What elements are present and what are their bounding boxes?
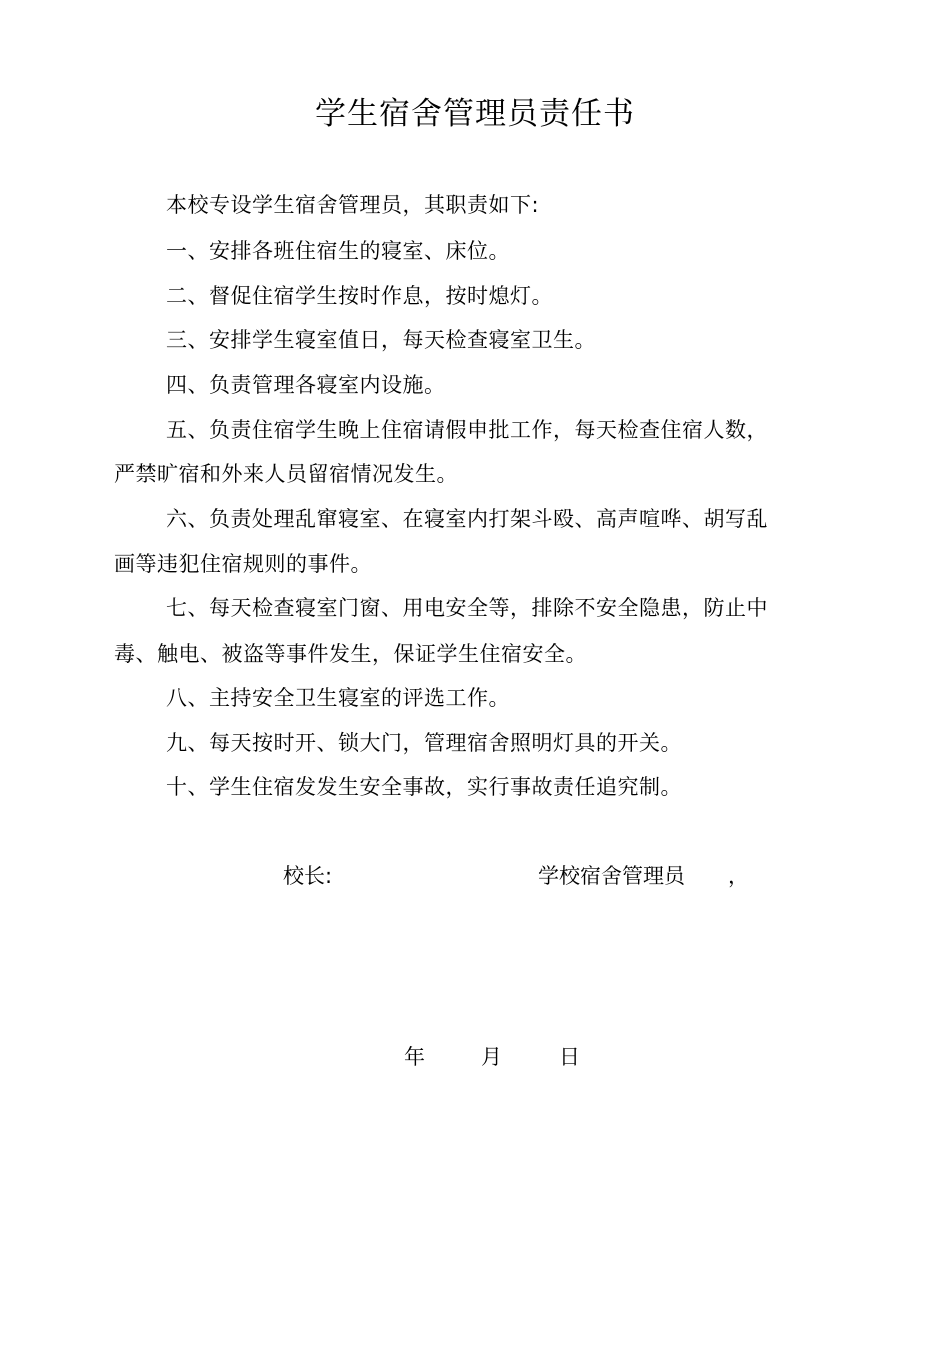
duty-item-3: 三、安排学生寝室值日，每天检查寝室卫生。 (166, 328, 596, 352)
duty-item-10: 十、学生住宿发发生安全事故，实行事故责任追究制。 (166, 775, 682, 799)
date-day: 日 (559, 1045, 580, 1069)
intro-paragraph: 本校专设学生宿舍管理员，其职责如下: (166, 193, 540, 217)
principal-label: 校长: (283, 864, 333, 888)
date-month: 月 (481, 1045, 502, 1069)
dorm-manager-label: 学校宿舍管理员 (538, 864, 685, 888)
date-year: 年 (404, 1045, 425, 1069)
duty-item-7-line-1: 七、每天检查寝室门窗、用电安全等，排除不安全隐患，防止中 (166, 596, 768, 620)
duty-item-6-line-2: 画等违犯住宿规则的事件。 (114, 552, 372, 576)
duty-item-7-line-2: 毒、触电、被盗等事件发生，保证学生住宿安全。 (114, 642, 587, 666)
duty-item-2: 二、督促住宿学生按时作息，按时熄灯。 (166, 284, 553, 308)
duty-item-1: 一、安排各班住宿生的寝室、床位。 (166, 239, 510, 263)
duty-item-6-line-1: 六、负责处理乱窜寝室、在寝室内打架斗殴、高声喧哗、胡写乱 (166, 507, 768, 531)
signature-comma: ， (728, 864, 749, 888)
duty-item-4: 四、负责管理各寝室内设施。 (166, 373, 446, 397)
duty-item-9: 九、每天按时开、锁大门，管理宿舍照明灯具的开关。 (166, 731, 682, 755)
duty-item-8: 八、主持安全卫生寝室的评选工作。 (166, 686, 510, 710)
document-title: 学生宿舍管理员责任书 (315, 96, 635, 132)
duty-item-5-line-2: 严禁旷宿和外来人员留宿情况发生。 (114, 462, 458, 486)
duty-item-5-line-1: 五、负责住宿学生晚上住宿请假申批工作，每天检查住宿人数， (166, 418, 768, 442)
